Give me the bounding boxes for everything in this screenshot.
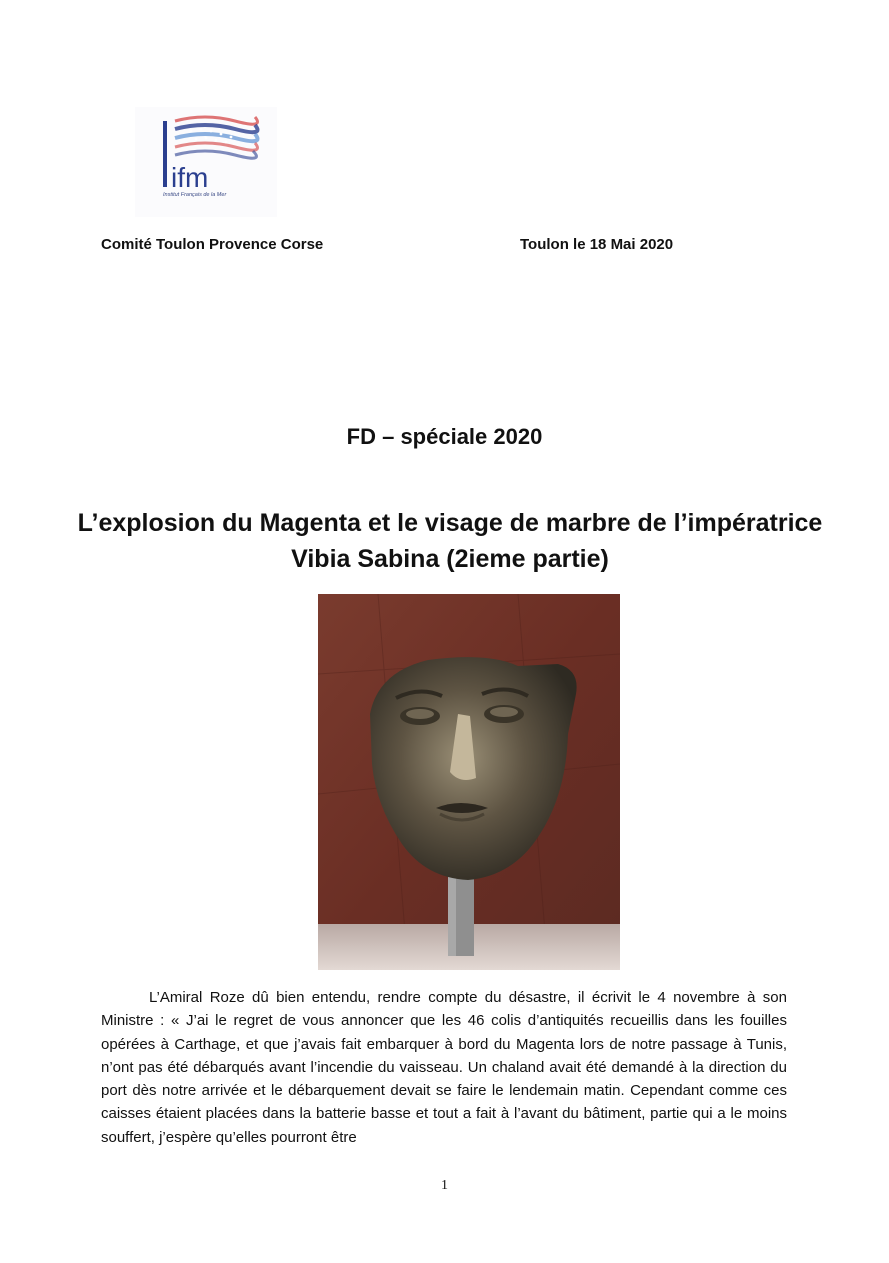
logo-caption: Institut Français de la Mer xyxy=(163,192,227,198)
organization-name: Comité Toulon Provence Corse xyxy=(101,236,324,253)
page-number: 1 xyxy=(441,1178,448,1193)
kicker-heading: FD – spéciale 2020 xyxy=(346,424,543,449)
page-title: L’explosion du Magenta et le visage de marbre de l’impératrice Vibia Sabina (2ieme partie) xyxy=(77,509,823,573)
body-paragraph: L’Amiral Roze dû bien entendu, rendre compte du désastre, il écrivit le 4 novembre à son Ministre : « J’ai le regret de vous annoncer que les 46 colis d’antiquités recueillis dans les fouilles opérées à Carthage, et que j’avais fait embarquer à bord du Magenta lors de notre passage à Tunis, n’ont pas été débarqués avant l’incendie du vaisseau. Un chaland avait été demandé à la direction du port dès notre arrivée et le débarquement devait se faire le lendemain matin. Cependant comme ces caisses étaient placées dans la batterie basse et tout a fait à l’avant du bâtiment, partie qui a le moins souffert, j’espère qu’elles pourront être xyxy=(101,989,787,1146)
ifm-logo xyxy=(135,107,277,217)
letter-date: Toulon le 18 Mai 2020 xyxy=(520,236,674,253)
marble-head-photo xyxy=(318,594,620,970)
flag-logo-icon xyxy=(135,107,277,217)
svg-text:ifm: ifm xyxy=(171,162,209,193)
